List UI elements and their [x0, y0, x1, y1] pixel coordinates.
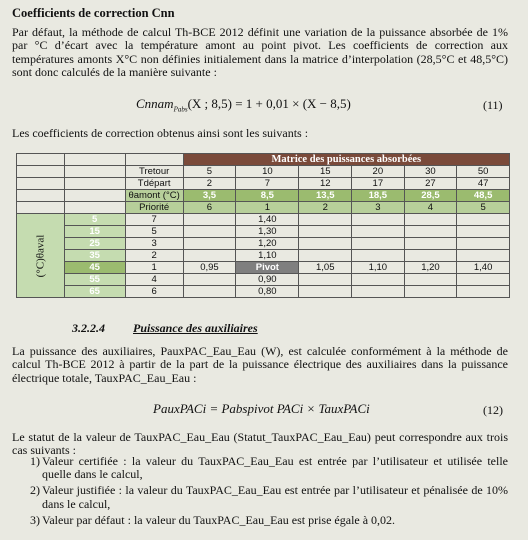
cell: 3,5	[183, 190, 236, 202]
cell	[457, 214, 510, 226]
paragraph-intro: Par défaut, la méthode de calcul Th-BCE 2012 définit une variation de la puissance absorbée de 1% par °C d’écart avec la température amont au point pivot. Les coefficients de correction aux températures amonts X°C non définies initialement dans la matrice d’interpolation (28,5°C et 48,5°C) sont donc calculés de la manière suivante :	[12, 25, 508, 80]
cell: 5	[183, 166, 236, 178]
table-row	[17, 166, 510, 178]
cell: 47	[457, 178, 510, 190]
cell: 7	[236, 178, 299, 190]
list-number: 3)	[30, 512, 40, 527]
cell: 4	[404, 202, 457, 214]
cell	[299, 274, 352, 286]
cell: 10	[236, 166, 299, 178]
row-temp: 55	[64, 274, 125, 286]
row-priority: 2	[125, 250, 183, 262]
cell	[352, 286, 405, 298]
cell: 12	[299, 178, 352, 190]
list-text: Valeur justifiée : la valeur du TauxPAC_Eau_Eau est entrée par l’utilisateur et pénalisée de 10% dans le calcul,	[42, 483, 508, 511]
cell	[299, 214, 352, 226]
cell	[457, 286, 510, 298]
cell: 1,40	[457, 262, 510, 274]
pivot-cell: Pivot	[236, 262, 299, 274]
cell: 28,5	[404, 190, 457, 202]
table-row	[17, 226, 510, 238]
cell: 20	[352, 166, 405, 178]
eq-lhs: Cnnam	[136, 96, 174, 111]
cell: 2	[299, 202, 352, 214]
cell	[299, 226, 352, 238]
cell	[183, 250, 236, 262]
cell	[457, 274, 510, 286]
eq-lhs-sub: Pabs	[173, 105, 188, 114]
cell: 0,90	[236, 274, 299, 286]
row-label-tretour: Tretour	[125, 166, 183, 178]
cell: 48,5	[457, 190, 510, 202]
cell: 1,10	[352, 262, 405, 274]
row-temp: 35	[64, 250, 125, 262]
cell: 15	[299, 166, 352, 178]
row-temp: 5	[64, 214, 125, 226]
list-item	[18, 484, 508, 510]
list-number: 2)	[30, 483, 40, 498]
cell	[299, 238, 352, 250]
matrix-header: Matrice des puissances absorbées	[183, 154, 509, 166]
table-row	[17, 250, 510, 262]
cell	[299, 250, 352, 262]
cell: 1,20	[236, 238, 299, 250]
table-row	[17, 274, 510, 286]
paragraph-coeffs: Les coefficients de correction obtenus ainsi sont les suivants :	[12, 126, 309, 140]
cell	[404, 238, 457, 250]
cell	[299, 286, 352, 298]
side-label: (°C)θaval	[34, 234, 47, 277]
list-number: 1)	[30, 454, 40, 468]
cell: 1,40	[236, 214, 299, 226]
cell	[183, 214, 236, 226]
cell	[404, 274, 457, 286]
cell	[352, 274, 405, 286]
status-list	[18, 455, 508, 530]
cell	[352, 214, 405, 226]
cell	[404, 214, 457, 226]
cell	[352, 250, 405, 262]
row-label-priorite: Priorité	[125, 202, 183, 214]
cell	[183, 286, 236, 298]
table-row	[17, 214, 510, 226]
equation-number-11: (11)	[483, 98, 503, 112]
cell	[404, 250, 457, 262]
eq-args: (X ; 8,5) = 1 + 0,01 × (X − 8,5)	[187, 96, 351, 111]
cell	[457, 226, 510, 238]
row-temp: 65	[64, 286, 125, 298]
matrix-table	[16, 153, 510, 298]
row-label-theta-amont: θamont (°C)	[125, 190, 183, 202]
row-temp: 45	[64, 262, 125, 274]
row-priority: 5	[125, 226, 183, 238]
cell: 6	[183, 202, 236, 214]
table-row	[17, 190, 510, 202]
table-row	[17, 286, 510, 298]
cell	[404, 286, 457, 298]
cell: 1,10	[236, 250, 299, 262]
cell: 18,5	[352, 190, 405, 202]
section-heading: Coefficients de correction Cnn	[12, 6, 175, 20]
row-temp: 25	[64, 238, 125, 250]
cell	[352, 238, 405, 250]
row-priority: 6	[125, 286, 183, 298]
cell: 0,80	[236, 286, 299, 298]
cell	[404, 226, 457, 238]
cell: 30	[404, 166, 457, 178]
subsection-title: Puissance des auxiliaires	[133, 321, 258, 335]
row-priority: 3	[125, 238, 183, 250]
cell	[183, 238, 236, 250]
subsection-number: 3.2.2.4	[72, 321, 105, 335]
row-priority: 4	[125, 274, 183, 286]
row-label-tdepart: Tdépart	[125, 178, 183, 190]
cell: 1,05	[299, 262, 352, 274]
row-priority: 7	[125, 214, 183, 226]
equation-12: PauxPACi = Pabspivot PACi × TauxPACi	[153, 401, 370, 416]
cell	[352, 226, 405, 238]
cell: 17	[352, 178, 405, 190]
list-text: Valeur par défaut : la valeur du TauxPAC_Eau_Eau est prise égale à 0,02.	[42, 512, 396, 527]
cell: 27	[404, 178, 457, 190]
cell: 1,30	[236, 226, 299, 238]
table-row	[17, 202, 510, 214]
cell	[183, 226, 236, 238]
side-label-cell	[17, 214, 65, 298]
cell: 5	[457, 202, 510, 214]
cell	[457, 238, 510, 250]
paragraph-statut: Le statut de la valeur de TauxPAC_Eau_Eau (Statut_TauxPAC_Eau_Eau) peut correspondre aux trois cas suivants :	[12, 430, 508, 458]
cell: 3	[352, 202, 405, 214]
cell	[457, 250, 510, 262]
paragraph-auxiliaires: La puissance des auxiliaires, PauxPAC_Eau_Eau (W), est calculée conformément à la méthode de calcul Th-BCE 2012 à partir de la part de la puissance électrique des auxiliaires dans la puissance électrique totale, TauxPAC_Eau_Eau :	[12, 344, 508, 385]
cell: 2	[183, 178, 236, 190]
list-item	[18, 514, 508, 527]
cell: 0,95	[183, 262, 236, 274]
table-row	[17, 262, 510, 274]
list-text: Valeur certifiée : la valeur du TauxPAC_Eau_Eau est entrée par l’utilisateur et utilisée telle quelle dans le calcul,	[42, 454, 508, 482]
list-item	[18, 455, 508, 481]
cell: 13,5	[299, 190, 352, 202]
row-priority: 1	[125, 262, 183, 274]
cell: 8,5	[236, 190, 299, 202]
cell: 1	[236, 202, 299, 214]
cell: 50	[457, 166, 510, 178]
table-row	[17, 178, 510, 190]
cell: 1,20	[404, 262, 457, 274]
subsection-heading	[72, 321, 258, 336]
cell	[183, 274, 236, 286]
row-temp: 15	[64, 226, 125, 238]
equation-11	[136, 96, 351, 114]
equation-number-12: (12)	[483, 403, 503, 417]
table-row	[17, 238, 510, 250]
